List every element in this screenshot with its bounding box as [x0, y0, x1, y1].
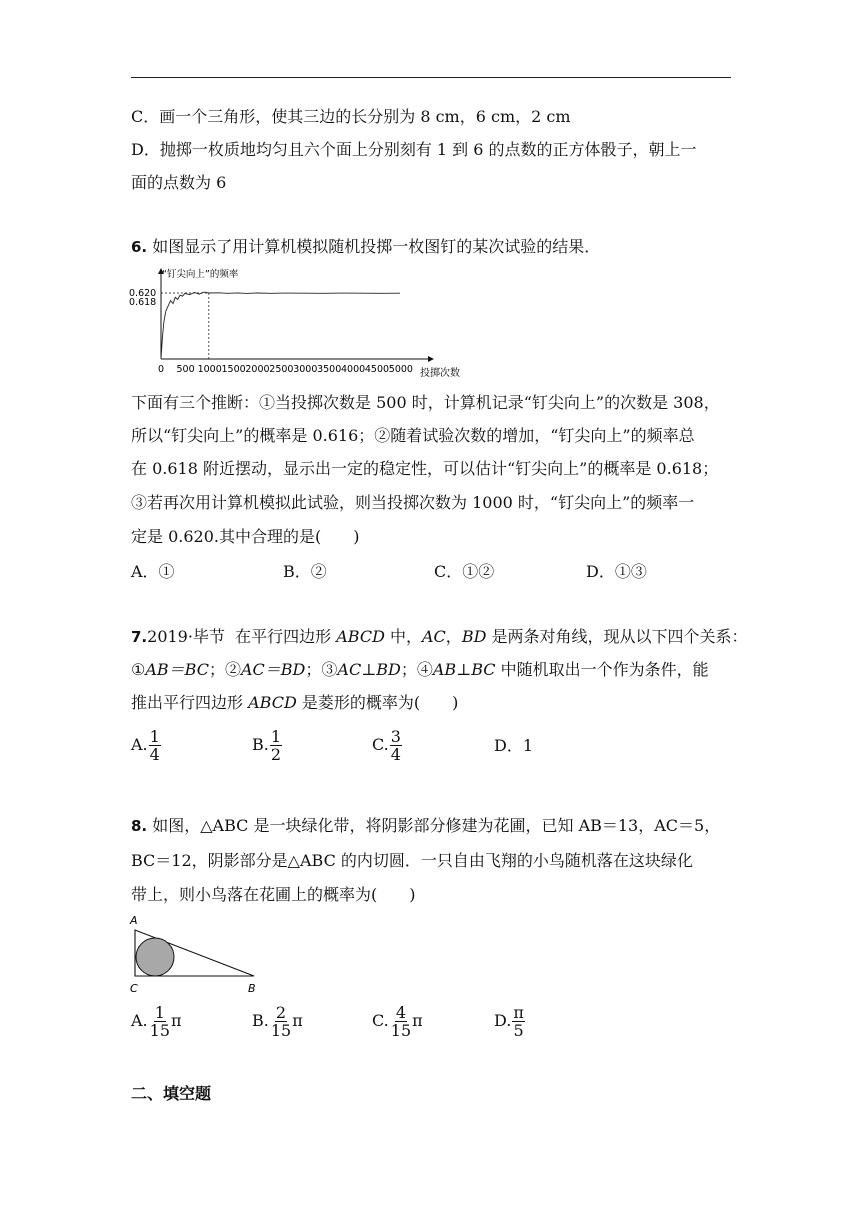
q7-abcd: ABCD: [336, 627, 385, 646]
x-tick-label: 2000: [245, 364, 270, 375]
numerator: 1: [270, 727, 282, 746]
pi-symbol: π: [171, 1011, 182, 1030]
option-label: B.: [252, 1011, 269, 1030]
q7-text: ，: [445, 627, 462, 646]
x-tick-label: 2500: [269, 364, 294, 375]
pi-symbol: π: [412, 1011, 423, 1030]
option-label: D.: [494, 1011, 512, 1030]
x-tick-label: 4000: [341, 364, 366, 375]
q8-option-c: [372, 1004, 423, 1039]
q7-text: 中，: [384, 627, 422, 646]
frequency-series-line: [161, 292, 400, 359]
q6-body-line5: 定是 0.620.其中合理的是( ): [131, 527, 360, 546]
q6-option-b: B．②: [283, 562, 327, 581]
fraction: [512, 1004, 525, 1039]
q7-abcd: ABCD: [248, 693, 297, 712]
y-tick-label: 0.618: [129, 297, 157, 308]
y-axis-label: “钉尖向上”的频率: [162, 269, 239, 280]
page-top-rule: [131, 77, 731, 78]
q6-option-d: D．①③: [586, 562, 647, 581]
q7-option-d: D．1: [494, 736, 534, 755]
denominator: 15: [390, 1021, 412, 1040]
triangle-figure: [126, 910, 266, 996]
denominator: 2: [270, 745, 282, 764]
numerator: 1: [149, 727, 160, 746]
q7-option-a: [131, 728, 161, 763]
section-heading-fill-blank: 二、填空题: [131, 1084, 212, 1103]
inscribed-circle: [136, 938, 174, 976]
q6-stem-line: [131, 237, 600, 257]
fraction: [390, 728, 402, 763]
q8-text: 如图，△ABC 是一块绿化带，将阴影部分修建为花圃，已知 AB＝13，AC＝5，: [152, 816, 721, 835]
q7-relation-2: AC＝BD: [240, 660, 306, 679]
q6-option-a: A．①: [131, 562, 175, 581]
q7-text: 是两条对角线，现从以下四个关系：: [486, 627, 748, 646]
q8-option-d: [494, 1004, 525, 1039]
q7-relation-4: AB⊥BC: [432, 660, 496, 679]
x-tick-label: 1000: [197, 364, 222, 375]
q7-option-c: [372, 728, 402, 763]
q7-text: ；③: [305, 660, 338, 679]
numerator: π: [513, 1003, 524, 1022]
vertex-label-b: B: [248, 982, 256, 995]
numerator: 4: [395, 1003, 407, 1022]
q8-line1: [131, 816, 720, 836]
q6-stem: 如图显示了用计算机模拟随机投掷一枚图钉的某次试验的结果．: [152, 237, 601, 256]
x-axis-arrow: [428, 356, 434, 362]
q6-option-c: C．①②: [434, 562, 495, 581]
option-label: A.: [131, 735, 148, 754]
q7-line3: [131, 693, 458, 713]
q7-bd: BD: [461, 627, 487, 646]
q7-text: 中随机取出一个作为条件，能: [495, 660, 709, 679]
q7-text: 推出平行四边形: [131, 693, 249, 712]
x-tick-label: 4500: [364, 364, 390, 375]
q7-option-b: [252, 728, 282, 763]
q8-line3: 带上，则小鸟落在花圃上的概率为( ): [131, 885, 416, 904]
option-label: A.: [131, 1011, 148, 1030]
q7-number: 7.: [131, 628, 148, 646]
q7-source: 2019·毕节: [147, 627, 225, 646]
x-tick-label: 3000: [293, 364, 318, 375]
q7-text: 是菱形的概率为( ): [296, 693, 459, 712]
option-d-prev-line2: 面的点数为 6: [131, 173, 227, 192]
q8-option-b: [252, 1004, 303, 1039]
fraction: [149, 1004, 171, 1039]
option-c-prev: C．画一个三角形，使其三边的长分别为 8 cm，6 cm，2 cm: [131, 107, 571, 126]
q7-line2: [131, 660, 709, 680]
option-d-prev-line1: D．抛掷一枚质地均匀且六个面上分别刻有 1 到 6 的点数的正方体骰子，朝上一: [131, 140, 697, 159]
q6-body-line3: 在 0.618 附近摆动，显示出一定的稳定性，可以估计“钉尖向上”的概率是 0.618；: [131, 459, 719, 478]
q7-line1: [131, 627, 748, 647]
q6-body-line1: 下面有三个推断：①当投掷次数是 500 时，计算机记录“钉尖向上”的次数是 308，: [131, 393, 720, 412]
x-tick-label: 5000: [388, 364, 413, 375]
q7-text: 在平行四边形: [235, 627, 337, 646]
vertex-label-c: C: [130, 982, 138, 995]
denominator: 15: [149, 1021, 170, 1040]
option-label: C.: [372, 735, 389, 754]
fraction: [149, 728, 161, 763]
denominator: 4: [390, 745, 401, 764]
q6-body-line4: ③若再次用计算机模拟此试验，则当投掷次数为 1000 时，“钉尖向上”的频率一: [131, 493, 695, 512]
numerator: 2: [275, 1003, 287, 1022]
q7-text: ；②: [208, 660, 241, 679]
q7-text: ①: [131, 660, 146, 679]
q6-body-line2: 所以“钉尖向上”的概率是 0.616；②随着试验次数的增加，“钉尖向上”的频率总: [131, 426, 695, 445]
q7-relation-1: AB＝BC: [145, 660, 209, 679]
q7-text: ；④: [400, 660, 433, 679]
fraction: [270, 728, 282, 763]
denominator: 4: [149, 745, 160, 764]
q6-number: 6.: [131, 238, 148, 256]
x-tick-label: 3500: [317, 364, 342, 375]
x-axis-label: 投掷次数: [420, 368, 460, 379]
fraction: [390, 1004, 412, 1039]
q8-number: 8.: [131, 817, 148, 835]
vertex-label-a: A: [130, 914, 138, 927]
q8-line2: BC＝12，阴影部分是△ABC 的内切圆．一只自由飞翔的小鸟随机落在这块绿化: [131, 851, 693, 870]
y-tick-label: 0.620: [129, 288, 157, 299]
option-label: B.: [252, 735, 269, 754]
numerator: 1: [154, 1003, 165, 1022]
denominator: 15: [270, 1021, 292, 1040]
pi-symbol: π: [292, 1011, 303, 1030]
x-tick-label: 500: [176, 364, 195, 375]
fraction: [270, 1004, 292, 1039]
x-tick-label: 1500: [221, 364, 246, 375]
q8-option-a: [131, 1004, 182, 1039]
q7-ac: AC: [422, 627, 446, 646]
q7-relation-3: AC⊥BD: [337, 660, 401, 679]
frequency-chart: [128, 264, 460, 384]
denominator: 5: [513, 1021, 524, 1040]
option-label: C.: [372, 1011, 389, 1030]
chart-plot-area: [129, 268, 460, 379]
x-tick-label: 0: [158, 364, 165, 375]
numerator: 3: [390, 727, 401, 746]
